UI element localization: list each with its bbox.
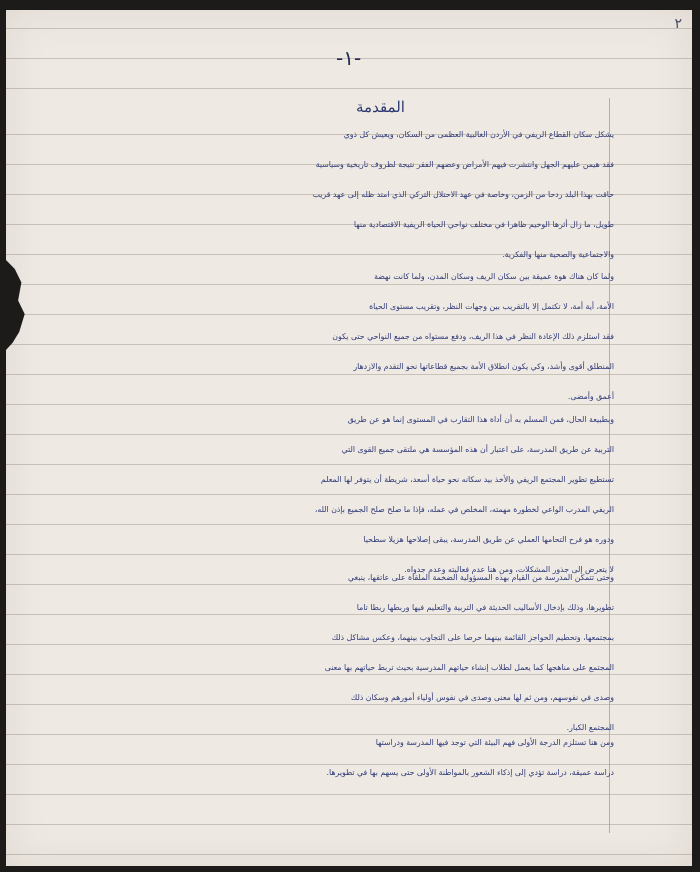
text-line: وحتى تتمكن المدرسة من القيام بهذه المسؤولية الضخمة الملقاة على عاتقها، ينبغي	[348, 573, 614, 582]
text-line: المجتمع الكبار.	[566, 723, 614, 732]
text-line: يشكل سكان القطاع الريفي في الأردن الغالبية العظمى من السكان، ويعيش كل ذوي	[343, 130, 614, 139]
paragraph-4	[34, 563, 614, 743]
torn-edge	[6, 260, 28, 350]
text-line: وبطبيعة الحال، فمن المسلم به أن أداة هذا التقارب في المستوى إنما هو عن طريق	[347, 415, 614, 424]
corner-mark: ٢	[674, 16, 682, 32]
text-line: التربية عن طريق المدرسة، على اعتبار أن هذه المؤسسة هي ملتقى جميع القوى التي	[341, 445, 614, 454]
text-line: حاقت بهذا البلد ردحا من الزمن، وخاصة في عهد الاحتلال التركي الذي امتد ظله إلى عهد قريب	[312, 190, 614, 199]
text-line: المجتمع على مناهجها كما يعمل لطلاب إنشاء حياتهم المدرسية بحيث تربط حياتهم بها معنى	[324, 663, 614, 672]
page-heading: المقدمة	[356, 98, 405, 116]
text-line: دراسة عميقة، دراسة تؤدي إلى إذكاء الشعور بالمواطنة الأولى حتى يسهم بها في تطويرها.	[326, 768, 614, 777]
text-line: الأمة، أية أمة، لا تكتمل إلا بالتقريب بين وجهات النظر، وتقريب مستوى الحياة	[369, 302, 614, 311]
text-line: الريفي المدرب الواعي لخطورة مهمته، المخلص في عمله، فإذا ما صلح صلح الجميع بإذن الله،	[314, 505, 614, 514]
manuscript-page	[6, 10, 692, 866]
paragraph-3	[34, 405, 614, 585]
text-line: تستطيع تطوير المجتمع الريفي والأخذ بيد سكانه نحو حياة أسعد، شريطة أن يتوفر لها المعلم	[320, 475, 614, 484]
paragraph-1	[34, 120, 614, 270]
text-line: طويل، ما زال أثرها الوخيم ظاهرا في مختلف نواحي الحياة الريفية الاقتصادية منها	[353, 220, 614, 229]
text-line: فقد استلزم ذلك الإعادة النظر في هذا الريف، ودفع مستواه من جميع النواحي حتى يكون	[332, 332, 614, 341]
text-line: المنطلق أقوى وأشد، وكي يكون انطلاق الأمة بجميع قطاعاتها نحو التقدم والازدهار	[353, 362, 614, 371]
text-line: بمجتمعها، وتحطيم الحواجز القائمة بينهما حرصا على التجاوب بينهما، وعكس مشاكل ذلك	[331, 633, 614, 642]
text-line: تطويرها، وذلك بإدخال الأساليب الحديثة في التربية والتعليم فيها وربطها ربطا تاما	[356, 603, 614, 612]
text-line: فقد هيمن عليهم الجهل وانتشرت فيهم الأمراض وعضهم الفقر نتيجة لظروف تاريخية وسياسية	[315, 160, 614, 169]
paragraph-5	[34, 728, 614, 788]
text-line: والاجتماعية والصحية منها والفكرية.	[502, 250, 614, 259]
text-line: أعمق وأمضى.	[567, 392, 614, 401]
text-line: لا يتعرض إلى جذور المشكلات، ومن هنا عدم فعاليته وعدم جدواه.	[404, 565, 614, 574]
text-line: ودوره هو فرح التحامها العملي عن طريق المدرسة، يبقى إصلاحها هزيلا سطحيا	[363, 535, 614, 544]
text-line: ولما كان هناك هوة عميقة بين سكان الريف وسكان المدن، ولما كانت نهضة	[374, 272, 614, 281]
page-number: -١-	[336, 46, 362, 70]
text-line: ومن هنا تستلزم الدرجة الأولى فهم البيئة التي توجد فيها المدرسة ودراستها	[375, 738, 614, 747]
text-line: وصدى في نفوسهم، ومن ثم لها معنى وصدى في نفوس أولياء أمورهم وسكان ذلك	[350, 693, 614, 702]
paragraph-2	[34, 262, 614, 412]
